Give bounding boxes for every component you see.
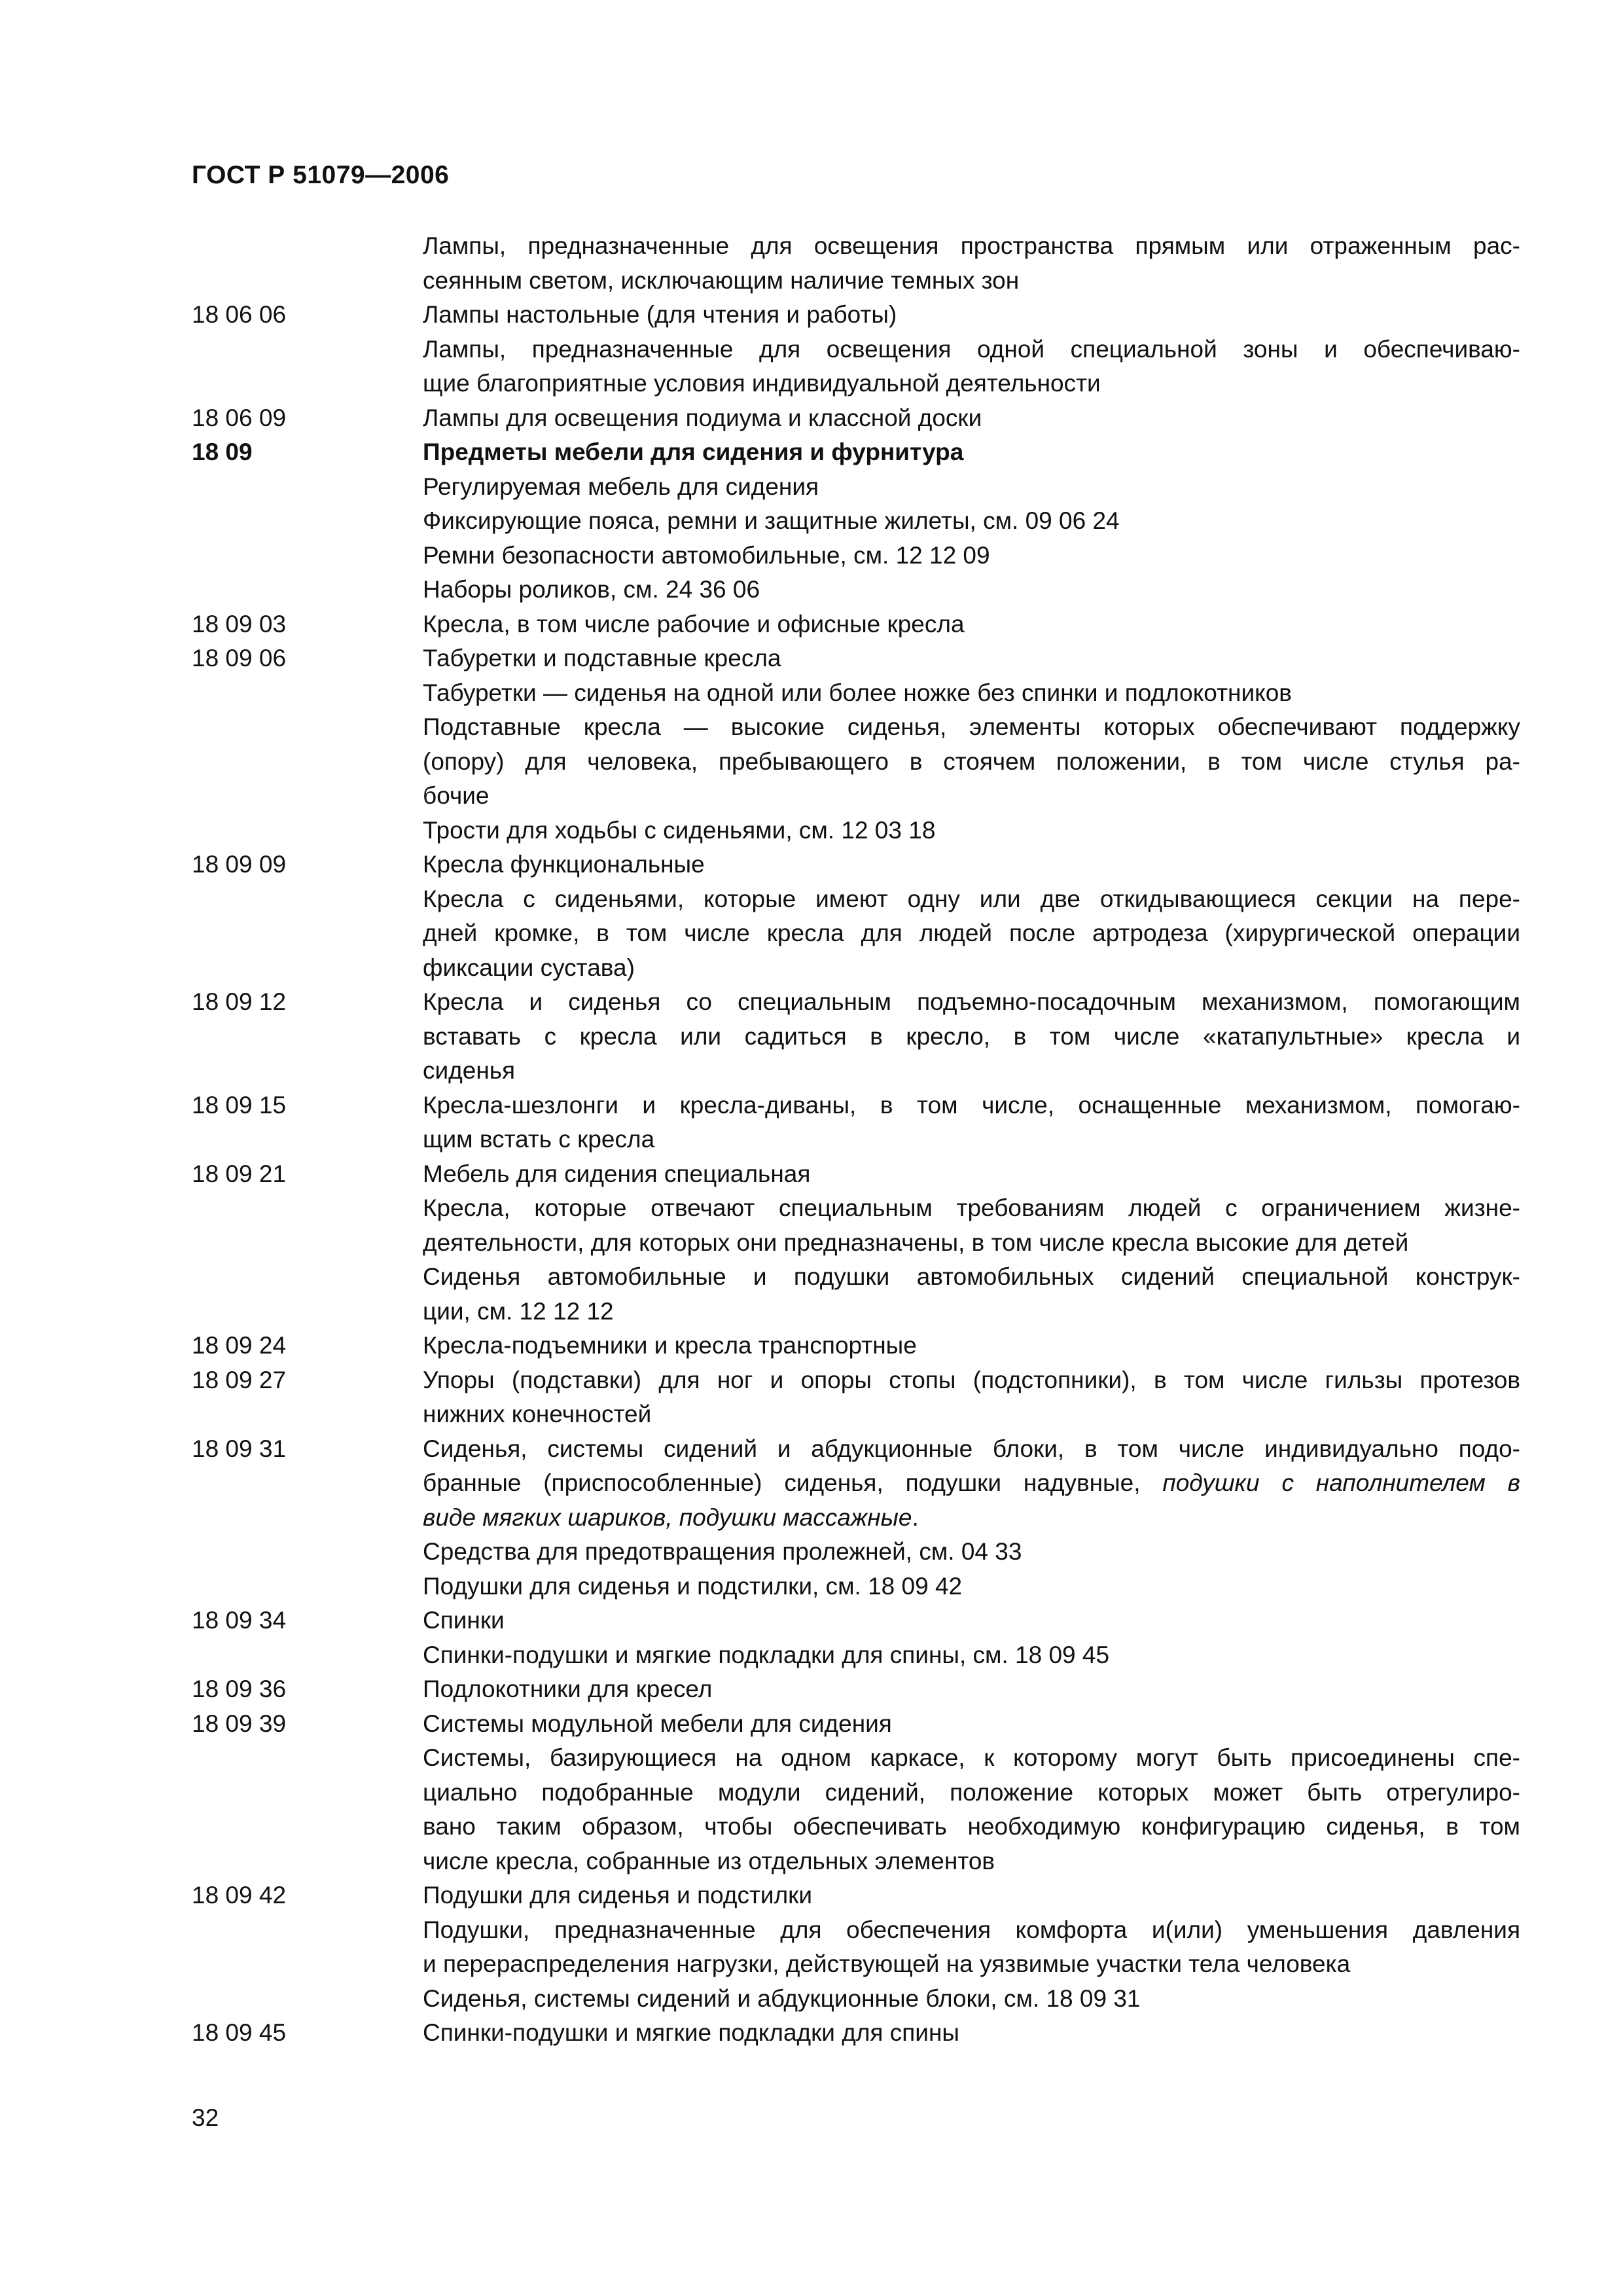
description-paragraph (423, 1672, 1520, 1707)
entry-code: 18 09 39 (192, 1710, 287, 1737)
description-paragraph (423, 229, 1520, 298)
description-paragraph (423, 539, 1520, 573)
text-line: Наборы роликов, см. 24 36 06 (423, 576, 760, 603)
description-paragraph (423, 2016, 1520, 2051)
entry-description (423, 1604, 1520, 1672)
text-line: Лампы, предназначенные для освещения пространства прямым или отраженным рас- (423, 232, 1520, 259)
text-line: бранные (приспособленные) сиденья, подушки надувные, подушки с наполнителем в (423, 1469, 1520, 1496)
description-paragraph (423, 1157, 1520, 1192)
classification-entry (192, 1878, 1520, 2016)
entry-description (423, 848, 1520, 985)
classification-entry (192, 401, 1520, 436)
entry-description (423, 1707, 1520, 1879)
text-line: Спинки (423, 1607, 505, 1634)
description-paragraph (423, 435, 1520, 470)
text-line: числе кресла, собранные из отдельных элементов (423, 1847, 995, 1874)
classification-entry (192, 1707, 1520, 1879)
description-paragraph (423, 1535, 1520, 1570)
description-paragraph (423, 985, 1520, 1088)
description-paragraph (423, 1638, 1520, 1673)
description-paragraph (423, 1913, 1520, 1982)
description-paragraph (423, 848, 1520, 882)
classification-entry (192, 1672, 1520, 1707)
description-paragraph (423, 470, 1520, 505)
description-paragraph (423, 814, 1520, 848)
classification-entry (192, 435, 1520, 607)
entry-code (192, 229, 423, 298)
entry-description (423, 1157, 1520, 1329)
entry-code: 18 09 24 (192, 1332, 287, 1359)
entry-description (423, 1329, 1520, 1363)
text-line: вано таким образом, чтобы обеспечивать необходимую конфигурацию сиденья, в том (423, 1813, 1520, 1840)
text-line: Кресла, которые отвечают специальным требованиям людей с ограничением жизне- (423, 1194, 1520, 1221)
description-paragraph (423, 1570, 1520, 1604)
text-line: Ремни безопасности автомобильные, см. 12 12 09 (423, 541, 990, 569)
text-line: Кресла, в том числе рабочие и офисные кресла (423, 610, 965, 637)
description-paragraph (423, 1191, 1520, 1260)
text-line: Регулируемая мебель для сидения (423, 473, 819, 500)
text-line: Подлокотники для кресел (423, 1676, 713, 1702)
classification-entry (192, 229, 1520, 298)
classification-list (192, 229, 1520, 2051)
text-line: ции, см. 12 12 12 (423, 1297, 614, 1325)
classification-entry (192, 2016, 1520, 2051)
text-line: Фиксирующие пояса, ремни и защитные жилеты, см. 09 06 24 (423, 507, 1120, 534)
entry-code: 18 09 45 (192, 2019, 287, 2046)
text-line: вставать с кресла или садиться в кресло, в том числе «катапультные» кресла и (423, 1022, 1520, 1050)
entry-description (423, 1363, 1520, 1432)
text-line: Спинки-подушки и мягкие подкладки для спины, см. 18 09 45 (423, 1641, 1110, 1668)
text-line: Кресла с сиденьями, которые имеют одну или две откидывающиеся секции на пере- (423, 885, 1520, 912)
description-paragraph (423, 607, 1520, 642)
description-paragraph (423, 1329, 1520, 1363)
entry-description (423, 641, 1520, 848)
text-line: Сиденья, системы сидений и абдукционные блоки, см. 18 09 31 (423, 1984, 1141, 2012)
text-line: бочие (423, 782, 490, 809)
description-paragraph (423, 710, 1520, 814)
classification-entry (192, 1363, 1520, 1432)
description-paragraph (423, 882, 1520, 986)
text-line: Системы модульной мебели для сидения (423, 1710, 892, 1737)
classification-entry (192, 848, 1520, 985)
classification-entry (192, 641, 1520, 848)
text-line: Подушки, предназначенные для обеспечения комфорта и(или) уменьшения давления (423, 1916, 1520, 1943)
text-line: и перераспределения нагрузки, действующей на уязвимые участки тела человека (423, 1950, 1351, 1977)
text-line: Подушки для сиденья и подстилки (423, 1882, 813, 1909)
description-paragraph (423, 1707, 1520, 1742)
entry-code: 18 09 27 (192, 1366, 287, 1393)
entry-code: 18 09 21 (192, 1160, 287, 1187)
entry-description (423, 1878, 1520, 2016)
text-line: (опору) для человека, пребывающего в стоячем положении, в том числе стулья ра- (423, 747, 1520, 775)
text-line: Кресла-подъемники и кресла транспортные (423, 1332, 917, 1359)
text-line: Предметы мебели для сидения и фурнитура (423, 439, 964, 465)
description-paragraph (423, 1878, 1520, 1913)
entry-description (423, 607, 1520, 642)
classification-entry (192, 985, 1520, 1088)
entry-description (423, 985, 1520, 1088)
classification-entry (192, 607, 1520, 642)
description-paragraph (423, 1604, 1520, 1638)
italic-text: виде мягких шариков, подушки массажные (423, 1503, 912, 1531)
entry-code: 18 09 06 (192, 645, 287, 672)
text-line: Кресла и сиденья со специальным подъемно-посадочным механизмом, помогающим (423, 988, 1520, 1015)
entry-code: 18 09 42 (192, 1882, 287, 1909)
text-line: Сиденья, системы сидений и абдукционные блоки, в том числе индивидуально подо- (423, 1435, 1520, 1462)
text-line: Кресла функциональные (423, 851, 705, 878)
description-paragraph (423, 332, 1520, 401)
description-paragraph (423, 1363, 1520, 1432)
description-paragraph (423, 1088, 1520, 1157)
text-line: щие благоприятные условия индивидуальной деятельности (423, 370, 1101, 397)
text-line: Подставные кресла — высокие сиденья, элементы которых обеспечивают поддержку (423, 713, 1520, 740)
entry-code: 18 09 36 (192, 1676, 287, 1702)
text-line: Мебель для сидения специальная (423, 1160, 811, 1187)
description-paragraph (423, 1982, 1520, 2017)
text-line: нижних конечностей (423, 1401, 652, 1427)
description-paragraph (423, 1432, 1520, 1535)
text-line: сиденья (423, 1057, 516, 1084)
text-line: Упоры (подставки) для ног и опоры стопы (подстопники), в том числе гильзы протезов (423, 1366, 1520, 1393)
entry-code: 18 09 31 (192, 1435, 287, 1462)
text-line: щим встать с кресла (423, 1126, 655, 1153)
entry-description (423, 401, 1520, 436)
text-line: Табуретки — сиденья на одной или более ножке без спинки и подлокотников (423, 679, 1292, 706)
text-line: Трости для ходьбы с сиденьями, см. 12 03 18 (423, 816, 936, 844)
description-paragraph (423, 1260, 1520, 1329)
classification-entry (192, 1329, 1520, 1363)
description-paragraph (423, 504, 1520, 539)
entry-code: 18 09 12 (192, 988, 287, 1015)
text-line: Средства для предотвращения пролежней, см. 04 33 (423, 1538, 1022, 1565)
entry-description (423, 435, 1520, 607)
text-line: Кресла-шезлонги и кресла-диваны, в том числе, оснащенные механизмом, помогаю- (423, 1091, 1520, 1119)
text-line: деятельности, для которых они предназначены, в том числе кресла высокие для детей (423, 1229, 1409, 1256)
page-number: 32 (192, 2104, 219, 2131)
text-line: Лампы для освещения подиума и классной доски (423, 404, 982, 431)
entry-description (423, 298, 1520, 401)
entry-code: 18 06 06 (192, 301, 287, 328)
entry-description (423, 1088, 1520, 1157)
entry-description (423, 1672, 1520, 1707)
entry-code: 18 09 34 (192, 1607, 287, 1634)
text-line: Сиденья автомобильные и подушки автомобильных сидений специальной конструк- (423, 1263, 1520, 1290)
description-paragraph (423, 676, 1520, 711)
description-paragraph (423, 1741, 1520, 1878)
classification-entry (192, 1432, 1520, 1604)
text-line: циально подобранные модули сидений, положение которых может быть отрегулиро- (423, 1778, 1520, 1806)
text-line: сеянным светом, исключающим наличие темных зон (423, 266, 1020, 294)
text-line: дней кромке, в том числе кресла для людей после артродеза (хирургической операции (423, 920, 1520, 946)
text-line: Табуретки и подставные кресла (423, 645, 781, 672)
entry-description (423, 1432, 1520, 1604)
classification-entry (192, 1157, 1520, 1329)
text-line: виде мягких шариков, подушки массажные. (423, 1503, 919, 1531)
classification-entry (192, 1088, 1520, 1157)
italic-text: подушки с наполнителем в (1162, 1469, 1520, 1496)
document-header: ГОСТ Р 51079—2006 (192, 161, 450, 189)
text-line: фиксации сустава) (423, 954, 635, 981)
entry-code: 18 09 09 (192, 851, 287, 878)
text-line: Лампы, предназначенные для освещения одной специальной зоны и обеспечиваю- (423, 335, 1520, 363)
text-line: Подушки для сиденья и подстилки, см. 18 09 42 (423, 1572, 963, 1600)
text-line: Лампы настольные (для чтения и работы) (423, 301, 897, 328)
classification-entry (192, 298, 1520, 401)
entry-code: 18 09 15 (192, 1091, 287, 1119)
entry-code: 18 09 (192, 439, 253, 465)
text-line: Спинки-подушки и мягкие подкладки для спины (423, 2019, 959, 2046)
description-paragraph (423, 298, 1520, 332)
entry-description (423, 2016, 1520, 2051)
classification-entry (192, 1604, 1520, 1672)
entry-code: 18 09 03 (192, 610, 287, 637)
entry-description (423, 229, 1520, 298)
description-paragraph (423, 641, 1520, 676)
description-paragraph (423, 573, 1520, 607)
text-line: Системы, базирующиеся на одном каркасе, к которому могут быть присоединены спе- (423, 1744, 1520, 1771)
entry-code: 18 06 09 (192, 404, 287, 431)
description-paragraph (423, 401, 1520, 436)
